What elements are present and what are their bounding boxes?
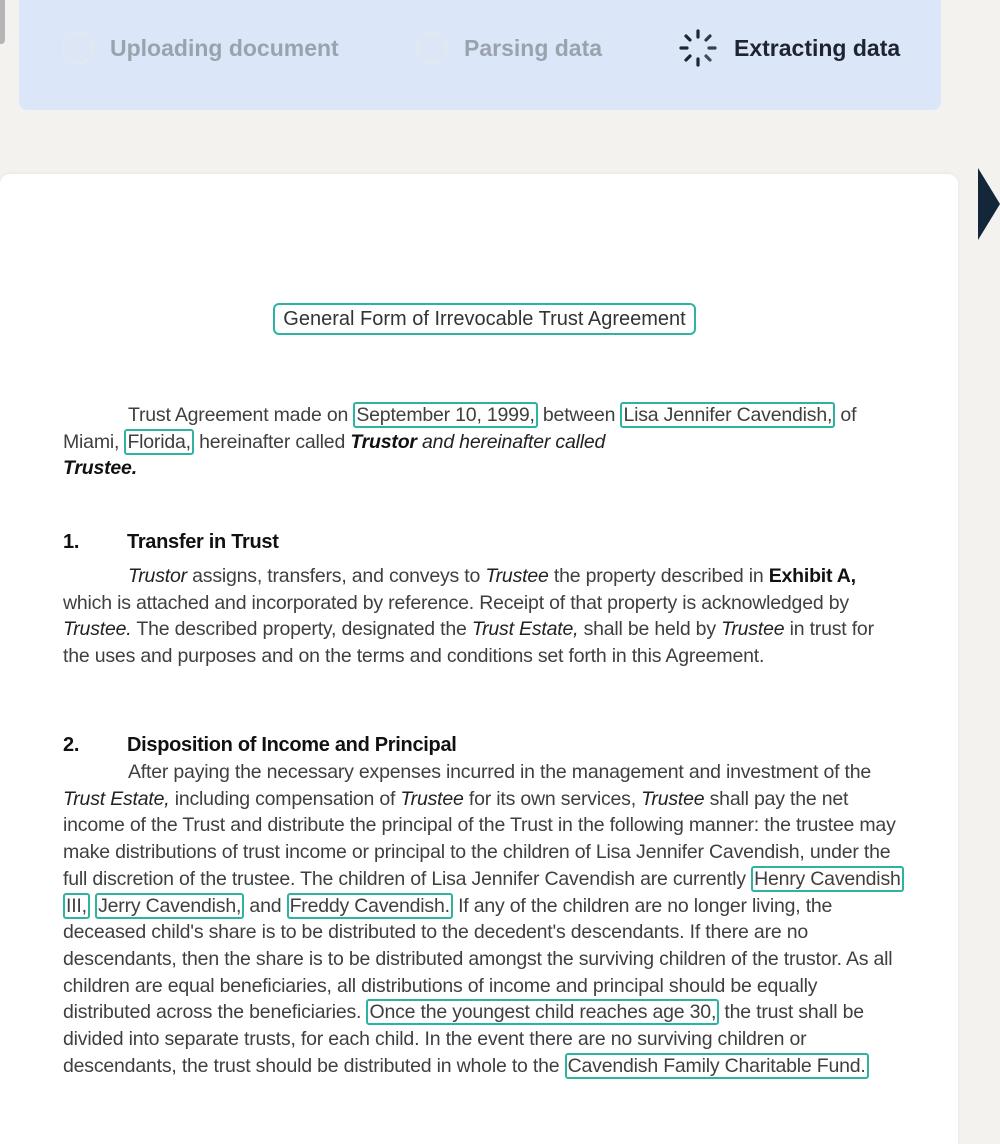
term: Trustee (485, 565, 549, 587)
text: After paying the necessary expenses incurred in the management and investment of the (128, 761, 872, 783)
section-2-heading (63, 734, 457, 757)
term: Trustee (641, 787, 705, 810)
document-viewer[interactable] (0, 174, 958, 1144)
term: Trust Estate, (63, 787, 170, 810)
trustee-term: Trustee. (63, 457, 137, 480)
term: Trust Estate, (471, 618, 579, 641)
extracted-condition-highlight[interactable]: Once the youngest child reaches age 30, (366, 999, 719, 1025)
term: Trustee. (63, 618, 132, 641)
text: the trust shall be divided into separate trusts, for each child. In the event there are no surviving children or descendants, the trust should be distributed in whole to the (63, 1001, 864, 1077)
extracted-child-2-highlight[interactable]: Jerry Cavendish, (95, 893, 244, 919)
section-title: Disposition of Income and Principal (127, 734, 457, 756)
intro-paragraph (63, 402, 903, 482)
intro-text: and hereinafter called (422, 430, 606, 453)
text: shall be held by (583, 618, 716, 641)
text: If any of the children are no longer living, the deceased child's share is to be distributed to the decedent's descendants. If there are no descendants, then the share is to be distributed amongst the surviving children of the trustor. As all children are equal beneficiaries, all distributions of income and principal should be equally distributed across the beneficiaries. (63, 894, 893, 1024)
document-title-row (63, 308, 906, 331)
text: for its own services, (468, 787, 636, 810)
loading-spinner-icon (678, 28, 718, 68)
step-label: Uploading document (110, 34, 339, 61)
extracted-child-1-highlight[interactable]: Henry Cavendish III, (63, 866, 904, 919)
step-label: Extracting data (734, 34, 901, 61)
extracted-title-highlight[interactable]: General Form of Irrevocable Trust Agreement (273, 303, 695, 335)
intro-text: of Miami, (63, 404, 857, 453)
term: Trustee (400, 787, 464, 810)
intro-text: between (542, 404, 616, 426)
step-pending-circle-icon (416, 32, 448, 64)
text: shall pay the net income of the Trust and distribute the principal of the Trust in the following manner: the trustee may make distributions of trust income or principal to the children of Lisa Jennifer Cavendish, under the full discretion of the trustee. The children of Lisa Jennifer Cavendish are currently (63, 787, 896, 890)
section-1-paragraph (63, 563, 903, 670)
intro-text: Trust Agreement made on (128, 404, 349, 426)
intro-text: hereinafter called (199, 430, 346, 453)
trustor-term: Trustor (350, 430, 417, 453)
step-uploading-document (62, 28, 339, 68)
text: and (249, 894, 282, 917)
next-page-arrow-icon[interactable] (978, 168, 1000, 240)
extracted-state-highlight[interactable]: Florida, (124, 429, 193, 455)
section-1-heading (63, 531, 279, 554)
extracted-fund-highlight[interactable]: Cavendish Family Charitable Fund. (565, 1053, 869, 1079)
exhibit-reference: Exhibit A, (768, 565, 856, 587)
text: the property described in (553, 565, 764, 587)
extracted-trustor-name-highlight[interactable]: Lisa Jennifer Cavendish, (620, 402, 835, 428)
section-2-paragraph (63, 759, 903, 1079)
step-pending-circle-icon (62, 32, 94, 64)
extracted-child-3-highlight[interactable]: Freddy Cavendish. (287, 893, 453, 919)
step-parsing-data (416, 28, 602, 68)
section-number: 1. (63, 531, 80, 553)
section-title: Transfer in Trust (127, 531, 279, 553)
section-number: 2. (63, 734, 80, 756)
text: including compensation of (174, 787, 396, 810)
window-edge (0, 0, 5, 44)
text: The described property, designated the (136, 618, 467, 641)
progress-stepper (19, 0, 941, 110)
text: assigns, transfers, and conveys to (192, 565, 481, 587)
text: which is attached and incorporated by reference. Receipt of that property is acknowledged by (63, 591, 849, 614)
text: in trust for the uses and purposes and on the terms and conditions set forth in this Agreement. (63, 618, 874, 668)
term: Trustor (128, 565, 187, 587)
step-extracting-data (678, 28, 900, 68)
term: Trustee (721, 618, 785, 641)
extracted-date-highlight[interactable]: September 10, 1999, (353, 402, 537, 428)
step-label: Parsing data (464, 34, 603, 61)
